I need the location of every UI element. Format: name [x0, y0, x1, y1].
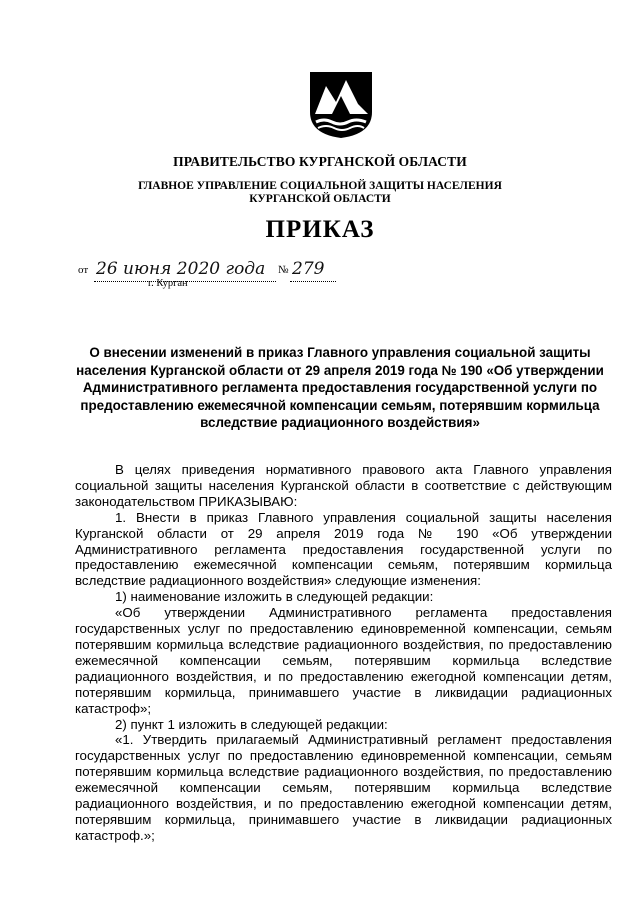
body-paragraph: «1. Утвердить прилагаемый Административный регламент предоставления государственных услуг по предоставлению единовременной компенсации, семьям потерявшим кормильца вследствие радиационного воздействия, по предоставлению ежемесячной компенсации семьям, потерявшим кормильца вследствие радиационного воздействия, и по предоставлению ежегодной компенсации детям, потерявшим кормильца, принимавшего участие в ликвидации радиационных катастроф.»;: [75, 732, 612, 843]
document-subject: О внесении изменений в приказ Главного управления социальной защиты населения Курганской области от 29 апреля 2019 года № 190 «Об утверждении Административного регламента предоставления государственной услуги по предоставлению ежемесячной компенсации семьям, потерявшим кормильца вследствие радиационного воздействия»: [76, 345, 604, 430]
handwritten-date: 26 июня 2020 года: [96, 259, 266, 279]
coat-of-arms-icon: [306, 68, 376, 140]
body-paragraph: 1. Внести в приказ Главного управления социальной защиты населения Курганской области от 29 апреля 2019 года № 190 «Об утверждении Административного регламента предоставления государственной услуги по предоставлению ежемесячной компенсации семьям, потерявшим кормильца вследствие радиационного воздействия» следующие изменения:: [75, 509, 612, 589]
document-type-title: ПРИКАЗ: [265, 216, 375, 243]
body-paragraph: 2) пункт 1 изложить в следующей редакции:: [115, 716, 388, 732]
government-title: ПРАВИТЕЛЬСТВО КУРГАНСКОЙ ОБЛАСТИ: [173, 154, 467, 169]
number-underline: [290, 281, 336, 282]
department-line-2: КУРГАНСКОЙ ОБЛАСТИ: [249, 193, 391, 205]
body-paragraph: В целях приведения нормативного правового акта Главного управления социальной защиты населения Курганской области в соответствие с действующим законодательством ПРИКАЗЫВАЮ:: [75, 462, 612, 509]
department-line-1: ГЛАВНОЕ УПРАВЛЕНИЕ СОЦИАЛЬНОЙ ЗАЩИТЫ НАСЕЛЕНИЯ: [138, 180, 502, 192]
body-paragraph: «Об утверждении Административного регламента предоставления государственных услуг по предоставлению единовременной компенсации, семьям потерявшим кормильца вследствие радиационного воздействия, по предоставлению ежемесячной компенсации семьям, потерявшим кормильца вследствие радиационного воздействия, и по предоставлению ежегодной компенсации детям, потерявшим кормильца, принимавшего участие в ликвидации радиационных катастроф»;: [75, 605, 612, 716]
document-body: [75, 462, 612, 844]
number-label: №: [278, 264, 289, 276]
department-title: [0, 180, 640, 206]
city-label: г. Курган: [148, 278, 188, 289]
handwritten-number: 279: [292, 259, 325, 279]
body-paragraph: 1) наименование изложить в следующей редакции:: [115, 589, 434, 605]
from-label: от: [78, 264, 89, 276]
dateline: [78, 256, 378, 296]
